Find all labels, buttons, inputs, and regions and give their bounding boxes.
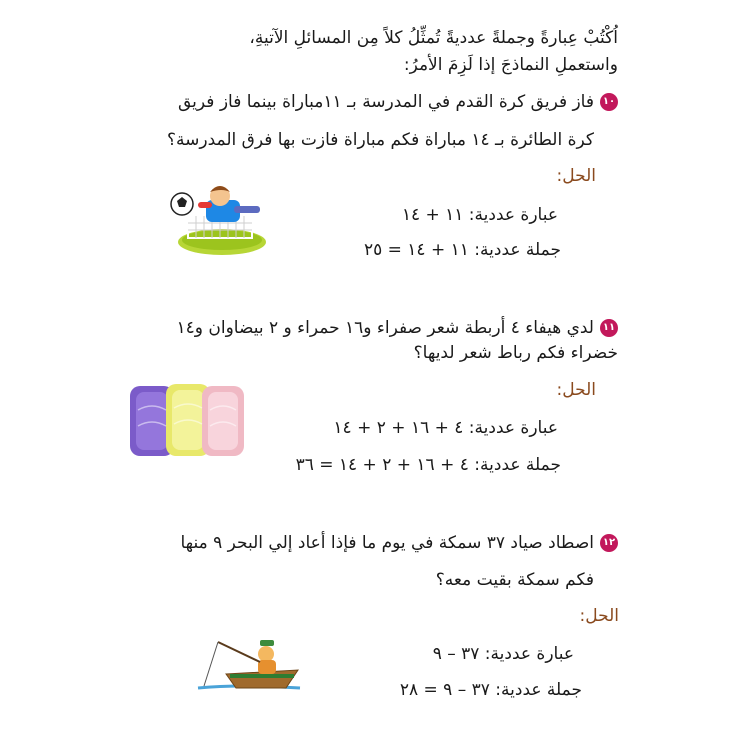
problem-11-text-1 bbox=[177, 318, 619, 338]
problem-12-line-2: فكم سمكة بقيت معه؟ bbox=[435, 570, 594, 590]
problem-11-number: ١١ bbox=[600, 319, 618, 337]
problem-10-sentence: جملة عددية: ١١ + ١٤ = ٢٥ bbox=[363, 240, 561, 260]
hair-ties-illustration bbox=[128, 380, 246, 460]
problem-12-text-1 bbox=[180, 533, 618, 553]
problem-11-sentence: جملة عددية: ٤ + ١٦ + ٢ + ١٤ = ٣٦ bbox=[295, 455, 561, 475]
problem-11-expression: عبارة عددية: ٤ + ١٦ + ٢ + ١٤ bbox=[333, 418, 558, 438]
instructions-line-2: واستعملِ النماذجَ إذا لَزِمَ الأمرُ: bbox=[403, 55, 618, 75]
problem-12-expression: عبارة عددية: ٣٧ – ٩ bbox=[432, 644, 574, 664]
problem-11-solution-label: الحل: bbox=[556, 380, 596, 400]
problem-10-number: ١٠ bbox=[600, 93, 618, 111]
instructions-line-1: اُكْتُبْ عِبارةً وجملةً عدديةً تُمثِّلُ كلاً مِن المسائلِ الآتيةِ، bbox=[249, 28, 618, 48]
problem-12-number: ١٢ bbox=[600, 534, 618, 552]
problem-10-line-1: فاز فريق كرة القدم في المدرسة بـ ١١مباراة بينما فاز فريق bbox=[178, 92, 594, 112]
problem-10-text-1 bbox=[178, 92, 618, 112]
problem-10-expression: عبارة عددية: ١١ + ١٤ bbox=[401, 205, 558, 225]
problem-11-line-2: خضراء فكم رباط شعر لديها؟ bbox=[413, 343, 618, 363]
soccer-goalkeeper-illustration bbox=[162, 178, 268, 258]
problem-10-line-2: كرة الطائرة بـ ١٤ مباراة فكم مباراة فازت بها فرق المدرسة؟ bbox=[167, 130, 594, 150]
fisherman-boat-illustration bbox=[190, 632, 308, 696]
problem-12-line-1: اصطاد صياد ٣٧ سمكة في يوم ما فإذا أعاد إلي البحر ٩ منها bbox=[180, 533, 594, 553]
problem-10-solution-label: الحل: bbox=[556, 166, 596, 186]
problem-11-line-1: لدي هيفاء ٤ أربطة شعر صفراء و١٦ حمراء و ٢ بيضاوان و١٤ bbox=[176, 318, 594, 338]
problem-12-sentence: جملة عددية: ٣٧ – ٩ = ٢٨ bbox=[399, 680, 582, 700]
problem-12-solution-label: الحل: bbox=[579, 606, 619, 626]
